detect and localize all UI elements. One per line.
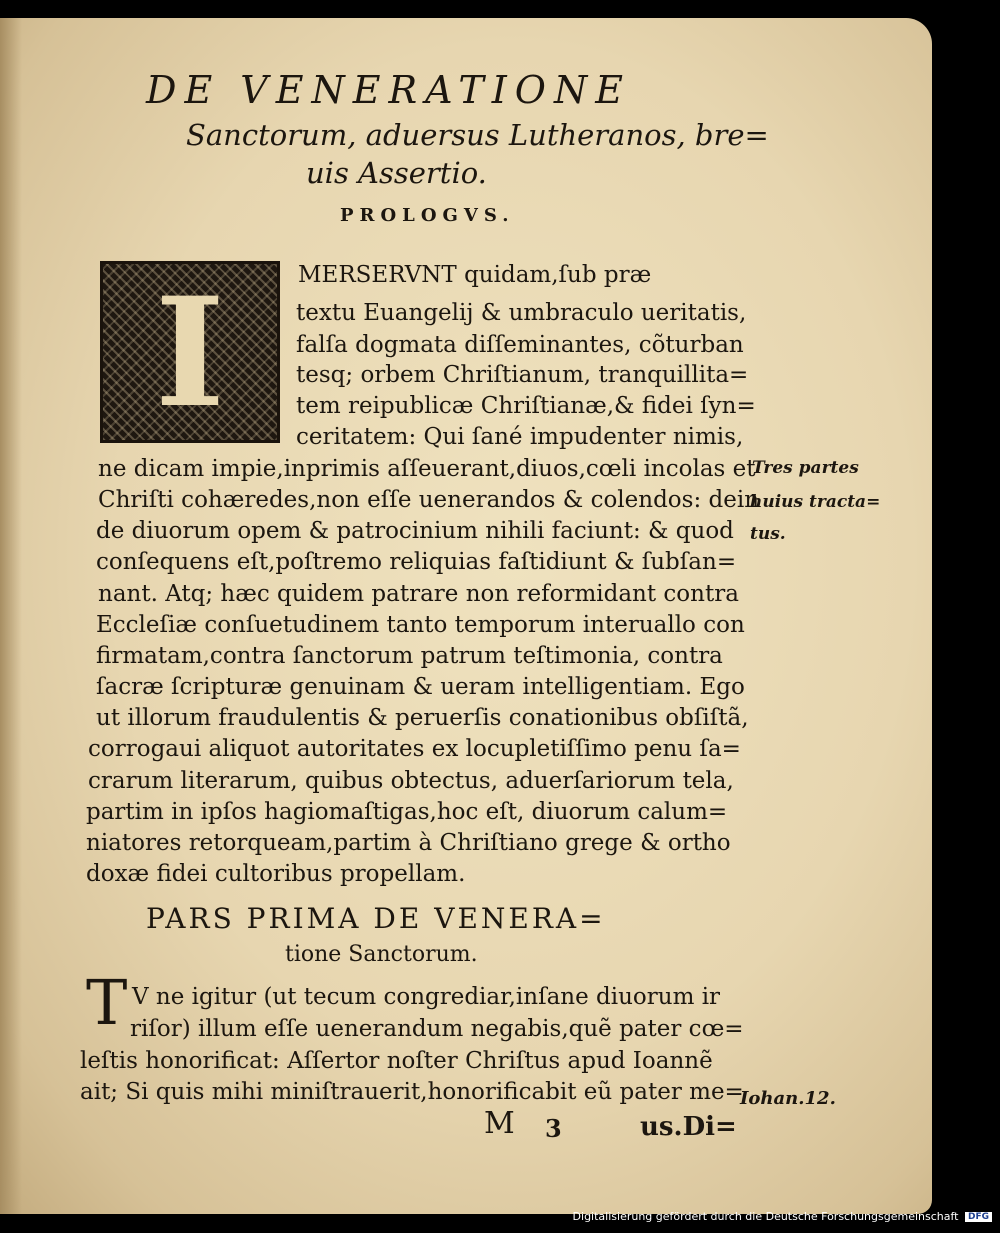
- prologue-line: conſequens eſt,poſtremo reliquias faſtidiunt & ſubſan=: [96, 549, 737, 575]
- prologue-line: doxæ fidei cultoribus propellam.: [86, 861, 466, 887]
- marginal-note-line: Tres partes: [752, 458, 859, 478]
- part-line: leſtis honorificat: Aſſertor noſter Chriſtus apud Ioannẽ: [80, 1048, 713, 1074]
- title-line-3: uis Assertio.: [306, 156, 487, 190]
- catchword: us.Di=: [640, 1112, 737, 1142]
- part-line: ait; Si quis mihi miniſtrauerit,honorificabit eũ pater me=: [80, 1079, 744, 1105]
- prologue-line: corrogaui aliquot autoritates ex locupletiſſimo penu ſa=: [88, 736, 741, 762]
- prologue-line: textu Euangelij & umbraculo ueritatis,: [296, 300, 747, 326]
- prologue-line: nant. Atq; hæc quidem patrare non reformidant contra: [98, 581, 739, 607]
- prologus-heading: PROLOGVS.: [340, 205, 515, 226]
- prologue-line: firmatam,contra ſanctorum patrum teſtimonia, contra: [96, 643, 723, 669]
- prologue-line: de diuorum opem & patrocinium nihili faciunt: & quod: [96, 518, 734, 544]
- book-page: [0, 18, 932, 1214]
- dfg-credit-text: Digitalisierung gefördert durch die Deutsche Forschungsgemeinschaft: [572, 1210, 959, 1223]
- decorated-initial: [100, 261, 280, 443]
- prologue-line: Chriſti cohæredes,non eſſe uenerandos & colendos: dein: [98, 487, 760, 513]
- prologue-line: MERSERVNT quidam,ſub præ: [298, 262, 652, 288]
- prologue-line: falſa dogmata diſſeminantes, cõturban: [296, 332, 744, 358]
- prologue-line: partim in ipſos hagiomaſtigas,hoc eſt, diuorum calum=: [86, 799, 728, 825]
- signature-number: 3: [545, 1114, 562, 1143]
- marginal-note-line: tus.: [750, 524, 786, 544]
- part-line: V ne igitur (ut tecum congrediar,inſane diuorum ir: [132, 984, 721, 1010]
- decorated-initial-letter: I: [154, 265, 226, 441]
- title-line-2: Sanctorum, aduersus Lutheranos, bre=: [186, 118, 769, 152]
- dfg-logo: DFG: [965, 1212, 992, 1222]
- prologue-line: ne dicam impie,inprimis aſſeuerant,diuos,cœli incolas et: [98, 456, 756, 482]
- part-heading-line-2: tione Sanctorum.: [285, 942, 478, 967]
- marginal-note-line: huius tracta=: [750, 492, 881, 512]
- prologue-line: ut illorum fraudulentis & peruerſis conationibus obſiſtã,: [96, 705, 749, 731]
- marginal-reference: Iohan.12.: [740, 1088, 836, 1109]
- part-line: riſor) illum eſſe uenerandum negabis,quẽ pater cœ=: [130, 1016, 744, 1042]
- prologue-line: ceritatem: Qui ſané impudenter nimis,: [296, 424, 744, 450]
- signature-mark: M: [484, 1106, 515, 1141]
- dfg-credit: [573, 1210, 992, 1223]
- title-line-1: DE VENERATIONE: [146, 68, 631, 112]
- prologue-line: ſacræ ſcripturæ genuinam & ueram intelligentiam. Ego: [96, 674, 745, 700]
- prologue-line: tesq; orbem Chriſtianum, tranquillita=: [296, 362, 749, 388]
- part-initial: T: [86, 966, 128, 1039]
- prologue-line: niatores retorqueam,partim à Chriſtiano grege & ortho: [86, 830, 731, 856]
- prologue-line: tem reipublicæ Chriſtianæ,& fidei ſyn=: [296, 393, 756, 419]
- prologue-line: crarum literarum, quibus obtectus, aduerſariorum tela,: [88, 768, 734, 794]
- part-heading-line-1: PARS PRIMA DE VENERA=: [146, 902, 606, 935]
- prologue-line: Eccleſiæ conſuetudinem tanto temporum interuallo con: [96, 612, 745, 638]
